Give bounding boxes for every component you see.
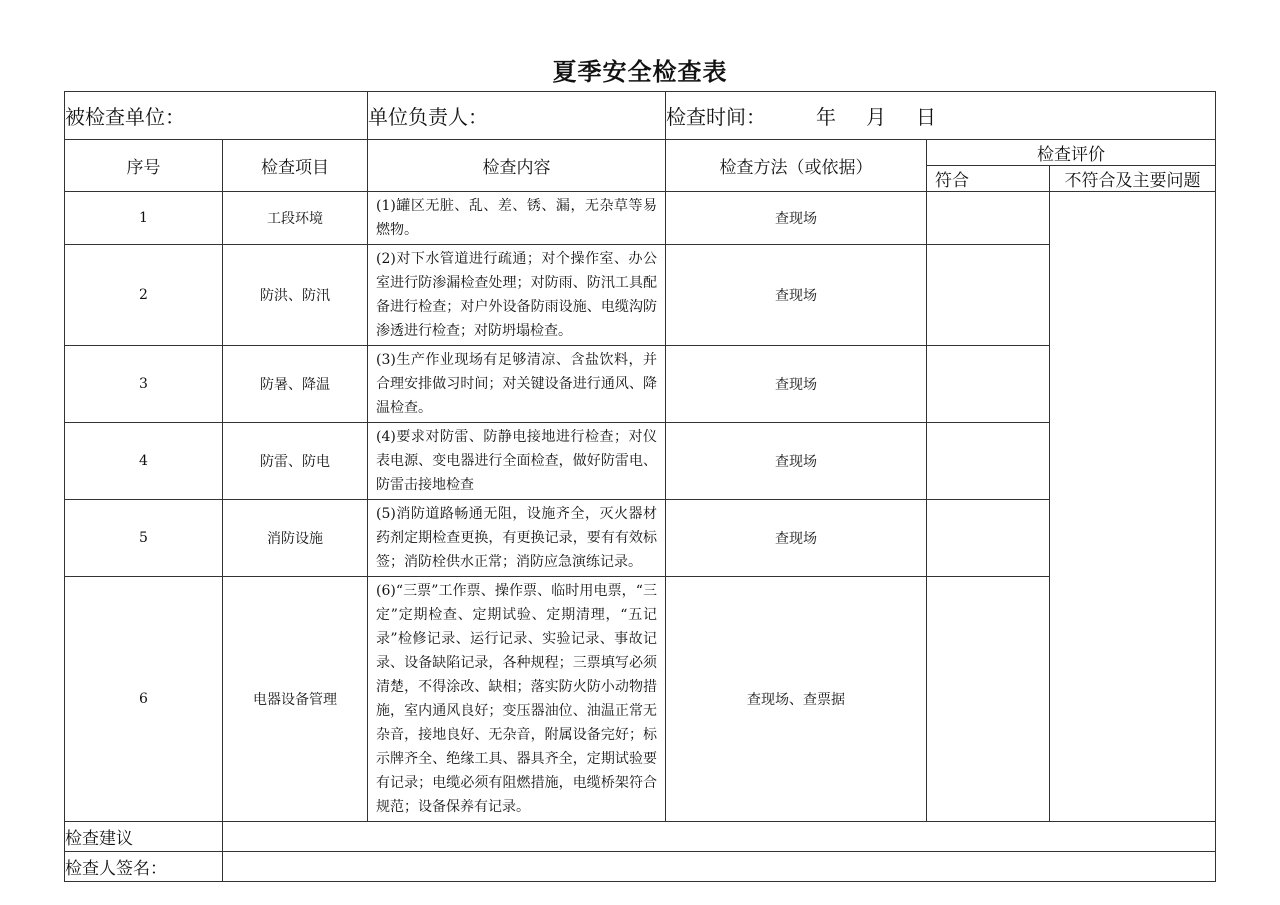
- row-content: (5)消防道路畅通无阻，设施齐全，灭火器材药剂定期检查更换，有更换记录，要有有效标签；消防栓供水正常；消防应急演练记录。: [368, 500, 666, 577]
- table-row: [65, 346, 1216, 423]
- row-conform-cell[interactable]: [927, 500, 1050, 577]
- col-header-method: 检查方法（或依据）: [666, 140, 927, 192]
- inspection-table: [64, 91, 1216, 882]
- row-content: (3)生产作业现场有足够清凉、含盐饮料，并合理安排做习时间；对关键设备进行通风、降温检查。: [368, 346, 666, 423]
- row-conform-cell[interactable]: [927, 577, 1050, 822]
- signature-field[interactable]: [223, 852, 1216, 882]
- row-content: (1)罐区无脏、乱、差、锈、漏，无杂草等易燃物。: [368, 192, 666, 245]
- time-label: 检查时间：: [666, 105, 766, 129]
- row-content: (4)要求对防雷、防静电接地进行检查；对仪表电源、变电器进行全面检查，做好防雷电、防雷击接地检查: [368, 423, 666, 500]
- col-header-conform: 符合: [927, 166, 1050, 192]
- row-conform-cell[interactable]: [927, 245, 1050, 346]
- suggestion-label: 检查建议: [65, 822, 223, 852]
- row-seq: 6: [65, 577, 223, 822]
- row-item: 防洪、防汛: [223, 245, 368, 346]
- inspected-unit-field[interactable]: 被检查单位：: [65, 92, 368, 140]
- responsible-person-field[interactable]: 单位负责人：: [368, 92, 666, 140]
- nonconform-cell[interactable]: [1050, 192, 1216, 822]
- col-header-seq: 序号: [65, 140, 223, 192]
- table-row: [65, 192, 1216, 245]
- row-method: 查现场: [666, 346, 927, 423]
- row-conform-cell[interactable]: [927, 192, 1050, 245]
- row-seq: 5: [65, 500, 223, 577]
- header-row: [65, 92, 1216, 140]
- table-row: [65, 245, 1216, 346]
- row-conform-cell[interactable]: [927, 346, 1050, 423]
- row-item: 工段环境: [223, 192, 368, 245]
- row-item: 消防设施: [223, 500, 368, 577]
- suggestion-field[interactable]: [223, 822, 1216, 852]
- row-seq: 3: [65, 346, 223, 423]
- row-method: 查现场: [666, 192, 927, 245]
- row-method: 查现场: [666, 245, 927, 346]
- suggestion-row: [65, 822, 1216, 852]
- row-seq: 2: [65, 245, 223, 346]
- page-title: 夏季安全检查表: [552, 57, 728, 86]
- table-row: [65, 577, 1216, 822]
- row-seq: 4: [65, 423, 223, 500]
- row-item: 防雷、防电: [223, 423, 368, 500]
- day-label: 日: [916, 105, 936, 129]
- inspection-time-field[interactable]: [666, 92, 1216, 140]
- year-label: 年: [816, 105, 836, 129]
- row-method: 查现场、查票据: [666, 577, 927, 822]
- row-item: 防暑、降温: [223, 346, 368, 423]
- col-header-content: 检查内容: [368, 140, 666, 192]
- signature-label: 检查人签名：: [65, 852, 223, 882]
- row-seq: 1: [65, 192, 223, 245]
- row-item: 电器设备管理: [223, 577, 368, 822]
- row-conform-cell[interactable]: [927, 423, 1050, 500]
- col-header-evaluation: 检查评价: [927, 140, 1216, 166]
- col-header-item: 检查项目: [223, 140, 368, 192]
- month-label: 月: [866, 105, 886, 129]
- table-row: [65, 500, 1216, 577]
- row-content: (6)“三票”工作票、操作票、临时用电票，“三定”定期检查、定期试验、定期清理，“五记录”检修记录、运行记录、实验记录、事故记录、设备缺陷记录，各种规程；三票填写必须清楚，不得涂改、缺相；落实防火防小动物措施，室内通风良好；变压器油位、油温正常无杂音，接地良好、无杂音，附属设备完好；标示牌齐全、绝缘工具、器具齐全，定期试验要有记录；电缆必须有阻燃措施，电缆桥架符合规范；设备保养有记录。: [368, 577, 666, 822]
- row-method: 查现场: [666, 423, 927, 500]
- row-content: (2)对下水管道进行疏通；对个操作室、办公室进行防渗漏检查处理；对防雨、防汛工具配备进行检查；对户外设备防雨设施、电缆沟防渗透进行检查；对防坍塌检查。: [368, 245, 666, 346]
- col-header-nonconform: 不符合及主要问题: [1050, 166, 1216, 192]
- column-header-row: [65, 140, 1216, 166]
- table-row: [65, 423, 1216, 500]
- signature-row: [65, 852, 1216, 882]
- row-method: 查现场: [666, 500, 927, 577]
